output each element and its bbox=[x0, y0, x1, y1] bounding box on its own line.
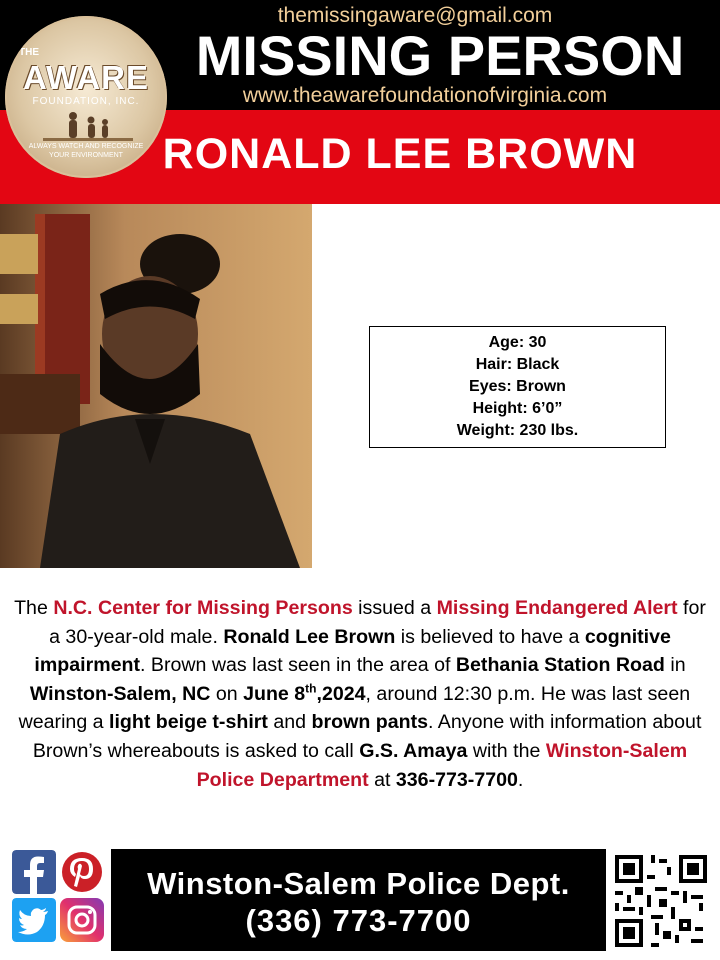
desc-text: . Anyone with information about Brown’s whereabouts is asked to call bbox=[32, 711, 702, 762]
desc-text: at bbox=[368, 768, 396, 791]
footer-phone[interactable]: (336) 773-7700 bbox=[245, 903, 472, 938]
qr-code-icon[interactable] bbox=[610, 851, 712, 951]
desc-date: June 8 bbox=[243, 682, 306, 705]
stat-hair: Hair: Black bbox=[475, 356, 560, 373]
family-silhouette-icon bbox=[43, 108, 133, 146]
desc-text: on bbox=[210, 682, 244, 705]
police-contact-box bbox=[111, 849, 606, 951]
desc-clothing-pants: brown pants bbox=[311, 711, 428, 734]
instagram-icon[interactable] bbox=[60, 898, 104, 942]
twitter-icon[interactable] bbox=[12, 898, 56, 942]
footer-department: Winston-Salem Police Dept. bbox=[147, 866, 570, 901]
stat-weight: Weight: 230 lbs. bbox=[456, 422, 579, 439]
desc-text: The bbox=[14, 597, 54, 619]
desc-text: is believed to have a bbox=[395, 625, 585, 648]
desc-text: , around 12:30 p.m. He was last seen wearing a bbox=[18, 682, 691, 734]
desc-text: for a 30-year-old male. bbox=[49, 597, 706, 648]
aware-foundation-logo bbox=[5, 16, 167, 178]
desc-department: Winston-Salem Police Department bbox=[196, 739, 688, 791]
desc-contact-officer: G.S. Amaya bbox=[359, 739, 468, 762]
stat-eyes: Eyes: Brown bbox=[469, 378, 566, 395]
desc-text: . bbox=[517, 768, 524, 791]
desc-text: and bbox=[267, 711, 312, 734]
desc-text: with the bbox=[467, 739, 546, 762]
desc-date-suffix: th bbox=[305, 681, 317, 696]
missing-person-photo bbox=[0, 204, 312, 568]
desc-phone: 336-773-7700 bbox=[395, 768, 518, 791]
desc-location: Bethania Station Road bbox=[455, 654, 665, 677]
desc-city: Winston-Salem, NC bbox=[29, 682, 211, 705]
desc-text: . Brown was last seen in the area of bbox=[140, 654, 456, 677]
desc-clothing-shirt: light beige t-shirt bbox=[109, 711, 268, 734]
pinterest-icon[interactable] bbox=[60, 850, 104, 894]
desc-condition: cognitive impairment bbox=[34, 625, 671, 677]
page-title: MISSING PERSON bbox=[195, 24, 685, 87]
desc-agency: N.C. Center for Missing Persons bbox=[53, 597, 353, 619]
desc-text: in bbox=[664, 654, 686, 677]
desc-person-name: Ronald Lee Brown bbox=[223, 625, 396, 648]
stat-height: Height: 6’0” bbox=[472, 400, 563, 417]
stat-age: Age: 30 bbox=[488, 334, 547, 351]
logo-text-aware: AWARE bbox=[22, 59, 149, 96]
website-url: www.theawarefoundationofvirginia.com bbox=[242, 84, 608, 107]
logo-text-the: THE bbox=[19, 47, 39, 58]
desc-date-year: ,2024 bbox=[316, 682, 366, 705]
logo-text-foundation: FOUNDATION, INC. bbox=[32, 96, 140, 107]
desc-text: issued a bbox=[352, 597, 437, 619]
person-name: RONALD LEE BROWN bbox=[162, 130, 638, 178]
missing-person-description bbox=[8, 594, 712, 794]
desc-alert-type: Missing Endangered Alert bbox=[436, 597, 678, 619]
contact-email: themissingaware@gmail.com bbox=[277, 4, 553, 27]
physical-description-box bbox=[369, 326, 666, 448]
logo-motto: ALWAYS WATCH AND RECOGNIZE YOUR ENVIRONMENT bbox=[28, 143, 144, 159]
facebook-icon[interactable] bbox=[12, 850, 56, 894]
